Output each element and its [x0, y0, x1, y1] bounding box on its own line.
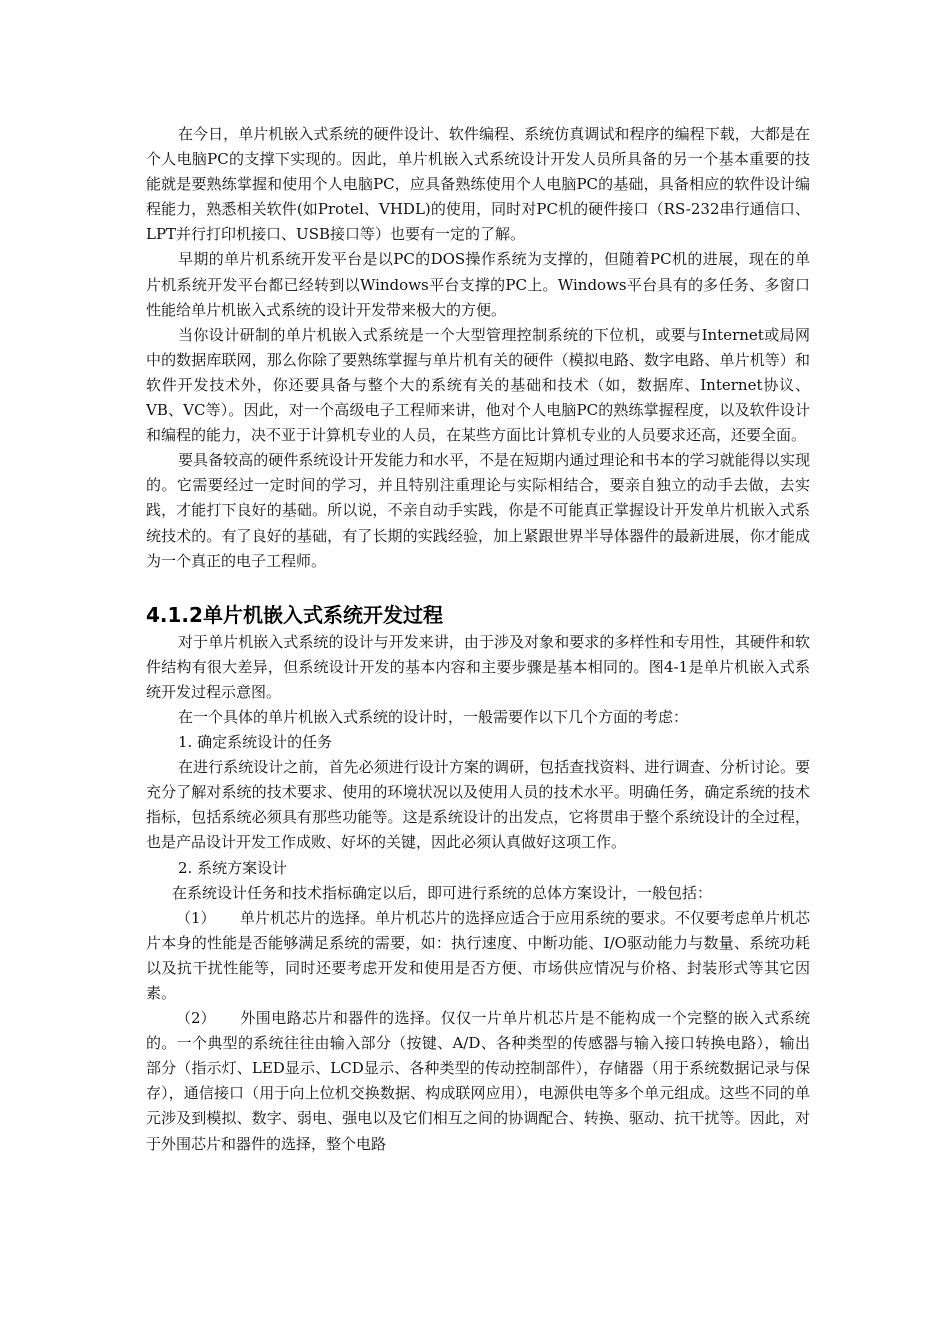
paragraph-considerations: 在一个具体的单片机嵌入式系统的设计时，一般需要作以下几个方面的考虑：	[178, 707, 689, 726]
subitem-number: （2）	[176, 1009, 216, 1028]
paragraph-networking: 当你设计研制的单片机嵌入式系统是一个大型管理控制系统的下位机，或要与Internet或局网中的数据库联网，那么你除了要熟练掌握与单片机有关的硬件（模拟电路、数字电路、单片机等）和软件开发技术外，你还要具备与整个大的系统有关的基础和技术（如，数据库、Internet协议、VB、VC等）。因此，对一个高级电子工程师来讲，他对个人电脑PC的熟练掌握程度，以及软件设计和编程的能力，决不亚于计算机专业的人员，在某些方面比计算机专业的人员要求还高，还要全面。	[146, 325, 810, 445]
document-body	[146, 122, 810, 1157]
paragraph-dev-platform: 早期的单片机系统开发平台是以PC的DOS操作系统为支撑的，但随着PC机的进展，现在的单片机系统开发平台都已经转到以Windows平台支撑的PC上。Windows平台具有的多任务、多窗口性能给单片机嵌入式系统的设计开发带来极大的方便。	[146, 250, 810, 319]
section-heading: 4.1.2单片机嵌入式系统开发过程	[146, 602, 443, 627]
subitem-peripheral-selection	[146, 1006, 810, 1157]
item-2-heading: 2. 系统方案设计	[178, 858, 288, 877]
item-1-body: 在进行系统设计之前，首先必须进行设计方案的调研，包括查找资料、进行调查、分析讨论。要充分了解对系统的技术要求、使用的环境状况以及使用人员的技术水平。明确任务，确定系统的技术指标，包括系统必须具有那些功能等。这是系统设计的出发点，它将贯串于整个系统设计的全过程，也是产品设计开发工作成败、好坏的关键，因此必须认真做好这项工作。	[146, 758, 810, 852]
subitem-text: 单片机芯片的选择。单片机芯片的选择应适合于应用系统的要求。不仅要考虑单片机芯片本身的性能是否能够满足系统的需要，如：执行速度、中断功能、I/O驱动能力与数量、系统功耗以及抗干扰性能等，同时还要考虑开发和使用是否方便、市场供应情况与价格、封装形式等其它因素。	[146, 908, 811, 1002]
item-1-heading: 1. 确定系统设计的任务	[178, 733, 333, 752]
paragraph-section-intro: 对于单片机嵌入式系统的设计与开发来讲，由于涉及对象和要求的多样性和专用性，其硬件和软件结构有很大差异，但系统设计开发的基本内容和主要步骤是基本相同的。图4-1是单片机嵌入式系统开发过程示意图。	[146, 632, 810, 701]
paragraph-pc-skills: 在今日，单片机嵌入式系统的硬件设计、软件编程、系统仿真调试和程序的编程下载，大都是在个人电脑PC的支撑下实现的。因此，单片机嵌入式系统设计开发人员所具备的另一个基本重要的技能就是要熟练掌握和使用个人电脑PC，应具备熟练使用个人电脑PC的基础，具备相应的软件设计编程能力，熟悉相关软件(如Protel、VHDL)的使用，同时对PC机的硬件接口（RS-232串行通信口、LPT并行打印机接口、USB接口等）也要有一定的了解。	[146, 125, 810, 244]
subitem-chip-selection	[146, 906, 810, 1006]
subitem-text: 外围电路芯片和器件的选择。仅仅一片单片机芯片是不能构成一个完整的嵌入式系统的。一个典型的系统往往由输入部分（按键、A/D、各种类型的传感器与输入接口转换电路），输出部分（指示灯、LED显示、LCD显示、各种类型的传动控制部件），存储器（用于系统数据记录与保存），通信接口（用于向上位机交换数据、构成联网应用），电源供电等多个单元组成。这些不同的单元涉及到模拟、数字、弱电、强电以及它们相互之间的协调配合、转换、驱动、抗干扰等。因此，对于外围芯片和器件的选择，整个电路	[146, 1009, 810, 1153]
subitem-number: （1）	[176, 908, 216, 927]
item-2-intro: 在系统设计任务和技术指标确定以后，即可进行系统的总体方案设计，一般包括：	[172, 883, 713, 902]
paragraph-hardware-practice: 要具备较高的硬件系统设计开发能力和水平，不是在短期内通过理论和书本的学习就能得以实现的。它需要经过一定时间的学习，并且特别注重理论与实际相结合，要亲自独立的动手去做，去实践，才能打下良好的基础。所以说，不亲自动手实践，你是不可能真正掌握设计开发单片机嵌入式系统技术的。有了良好的基础，有了长期的实践经验，加上紧跟世界半导体器件的最新进展，你才能成为一个真正的电子工程师。	[146, 451, 810, 570]
